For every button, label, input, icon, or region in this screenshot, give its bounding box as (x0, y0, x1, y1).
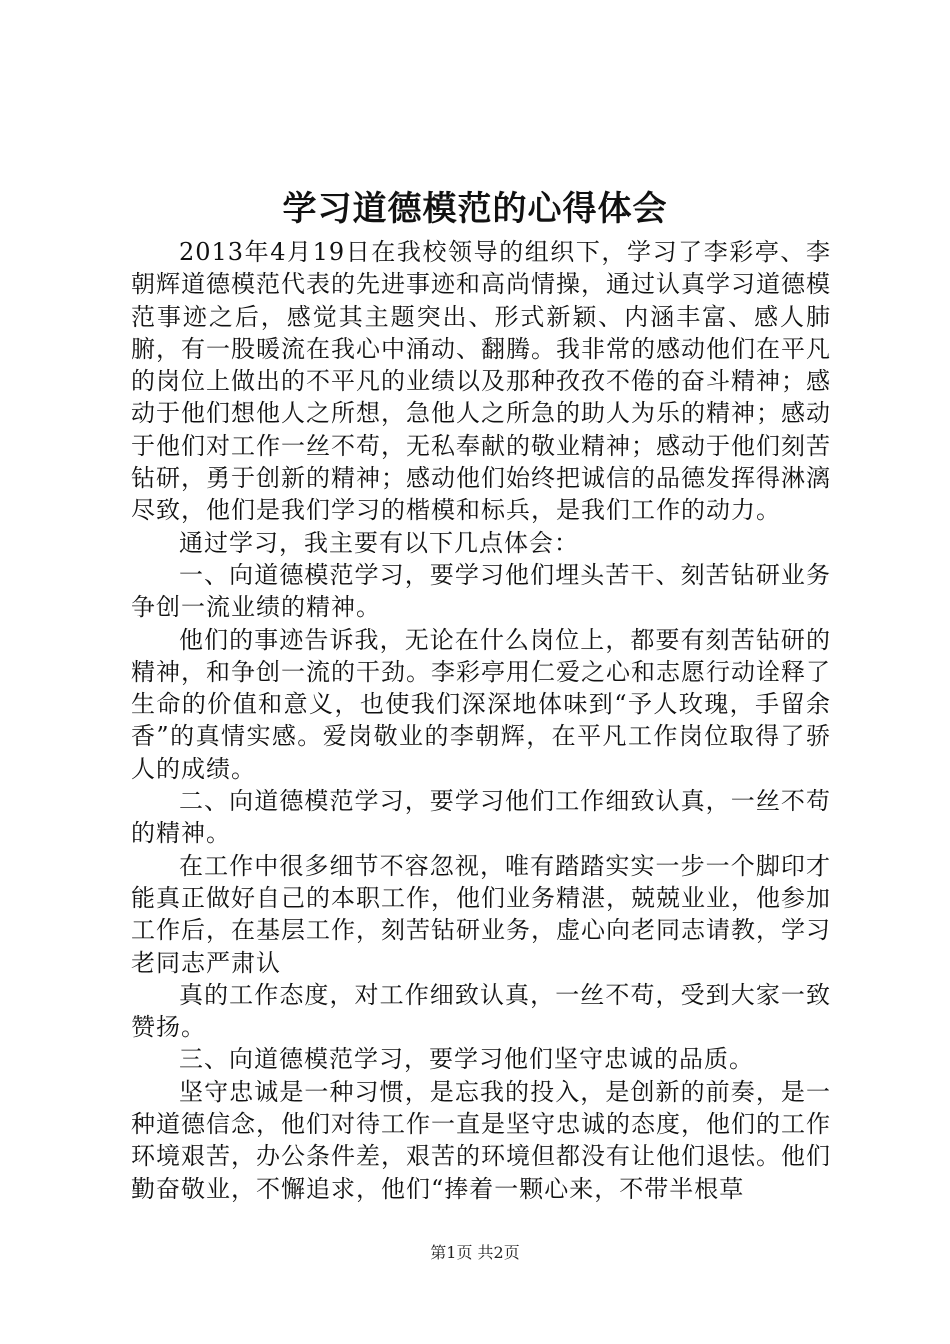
paragraph-section-1: 他们的事迹告诉我，无论在什么岗位上，都要有刻苦钻研的精神，和争创一流的干劲。李彩亭用仁爱之心和志愿行动诠释了生命的价值和意义，也使我们深深地体味到“予人玫瑰，手留余香”的真情实感。爱岗敬业的李朝辉，在平凡工作岗位取得了骄人的成绩。 (131, 625, 831, 783)
section-heading-1: 一、向道德模范学习，要学习他们埋头苦干、刻苦钻研业务争创一流业绩的精神。 (131, 560, 831, 622)
section-heading-2: 二、向道德模范学习，要学习他们工作细致认真，一丝不苟的精神。 (131, 787, 831, 848)
document-body (131, 236, 831, 1205)
paragraph-section-2a: 在工作中很多细节不容忽视，唯有踏踏实实一步一个脚印才能真正做好自己的本职工作，他们业务精湛，兢兢业业，他参加工作后，在基层工作，刻苦钻研业务，虚心向老同志请教，学习老同志严肃认 (131, 851, 831, 977)
paragraph-section-3: 坚守忠诚是一种习惯，是忘我的投入，是创新的前奏，是一种道德信念，他们对待工作一直是坚守忠诚的态度，他们的工作环境艰苦，办公条件差，艰苦的环境但都没有让他们退怯。他们勤奋敬业，不懈追求，他们“捧着一颗心来，不带半根草 (131, 1077, 831, 1203)
document-title: 学习道德模范的心得体会 (282, 189, 668, 229)
paragraph-summary-lead: 通过学习，我主要有以下几点体会： (179, 528, 579, 557)
section-heading-3: 三、向道德模范学习，要学习他们坚守忠诚的品质。 (179, 1045, 754, 1074)
paragraph-section-2b: 真的工作态度，对工作细致认真，一丝不苟，受到大家一致赞扬。 (131, 980, 831, 1042)
page-footer: 第1页 共2页 (430, 1243, 520, 1262)
paragraph-intro: 2013年4月19日在我校领导的组织下，学习了李彩亭、李朝辉道德模范代表的先进事迹和高尚情操，通过认真学习道德模范事迹之后，感觉其主题突出、形式新颖、内涵丰富、感人肺腑，有一股暖流在我心中涌动、翻腾。我非常的感动他们在平凡的岗位上做出的不平凡的业绩以及那种孜孜不倦的奋斗精神；感动于他们想他人之所想，急他人之所急的助人为乐的精神；感动于他们对工作一丝不苟，无私奉献的敬业精神；感动于他们刻苦钻研，勇于创新的精神；感动他们始终把诚信的品德发挥得淋漓尽致，他们是我们学习的楷模和标兵，是我们工作的动力。 (131, 238, 831, 525)
